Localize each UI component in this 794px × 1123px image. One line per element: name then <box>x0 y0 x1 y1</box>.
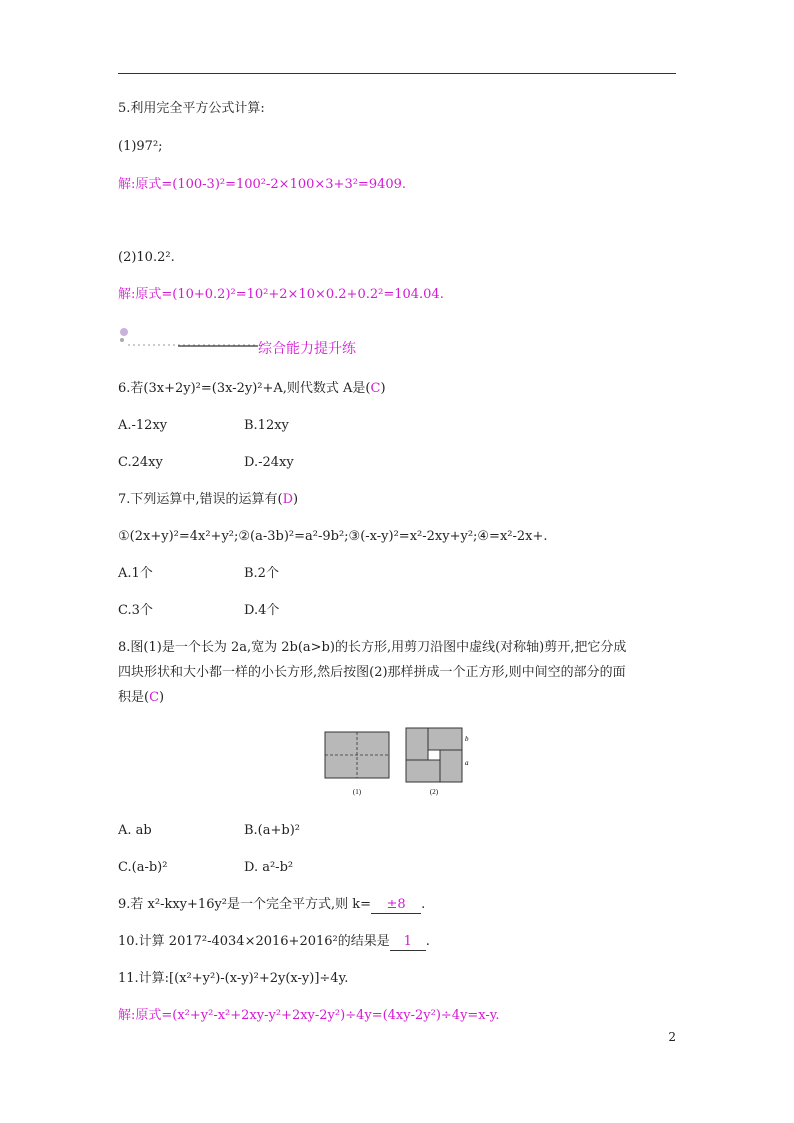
q7-stem <box>118 492 298 508</box>
section-title: 综合能力提升练 <box>258 341 356 357</box>
q10 <box>118 934 430 951</box>
figure2-label-b: b <box>465 735 469 743</box>
q7-items: ①(2x+y)²=4x²+y²;②(a-3b)²=a²-9b²;③(-x-y)²=x²-2xy+y²;④=x²-2x+. <box>118 529 548 544</box>
q9-post: . <box>421 897 426 912</box>
q9-pre: 9.若 x²-kxy+16y²是一个完全平方式,则 k= <box>118 897 372 912</box>
q11-stem: 11.计算:[(x²+y²)-(x-y)²+2y(x-y)]÷4y. <box>118 971 349 986</box>
page-number: 2 <box>668 1030 676 1044</box>
q6-stem-pre: 6.若(3x+2y)²=(3x-2y)²+A,则代数式 A是( <box>118 381 371 396</box>
q6-option-d: D.-24xy <box>244 455 294 470</box>
q8-option-b: B.(a+b)² <box>244 823 301 838</box>
figure2-caption: (2) <box>429 788 439 796</box>
q6-option-b: B.12xy <box>244 418 289 433</box>
q8-options-row1 <box>118 823 301 839</box>
q7-answer: D <box>282 492 294 507</box>
q9-blank: ±8 <box>371 897 421 914</box>
figure1-rectangle <box>325 732 389 778</box>
q8-line3-pre: 积是( <box>118 690 150 705</box>
q7-stem-pre: 7.下列运算中,错误的运算有( <box>118 492 283 507</box>
q6-stem <box>118 381 386 397</box>
q6-option-a: A.-12xy <box>118 418 168 433</box>
q6-answer: C <box>370 381 381 396</box>
q7-option-b: B.2个 <box>244 566 279 581</box>
q10-blank: 1 <box>390 934 426 951</box>
q8-line1: 8.图(1)是一个长为 2a,宽为 2b(a>b)的长方形,用剪刀沿图中虚线(对称轴)剪开,把它分成 <box>118 640 627 655</box>
q7-options-row2 <box>118 603 280 619</box>
q8-line3 <box>118 690 164 706</box>
q6-option-c: C.24xy <box>118 455 163 470</box>
q5-title: 5.利用完全平方公式计算: <box>118 101 265 116</box>
q10-post: . <box>425 934 430 949</box>
q5-part1: (1)97²; <box>118 139 163 154</box>
header-rule <box>118 73 676 74</box>
q5-answer2: 解:原式=(10+0.2)²=10²+2×10×0.2+0.2²=104.04. <box>118 287 444 302</box>
figure1-caption: (1) <box>352 788 362 796</box>
q6-stem-post: ) <box>380 381 386 396</box>
q8-line2: 四块形状和大小都一样的小长方形,然后按图(2)那样拼成一个正方形,则中间空的部分的面 <box>118 665 626 680</box>
q8-line3-post: ) <box>159 690 165 705</box>
q5-part2: (2)10.2². <box>118 250 175 265</box>
q8-answer: C <box>149 690 160 705</box>
q7-options-row1 <box>118 566 279 582</box>
figure2-label-a: a <box>465 759 469 767</box>
q10-pre: 10.计算 2017²-4034×2016+2016²的结果是 <box>118 934 390 949</box>
q5-answer1: 解:原式=(100-3)²=100²-2×100×3+3²=9409. <box>118 177 407 192</box>
q8-option-c: C.(a-b)² <box>118 860 168 875</box>
q9 <box>118 897 425 914</box>
q7-option-a: A.1个 <box>118 566 153 581</box>
q8-option-a: A. ab <box>118 823 152 838</box>
q7-option-c: C.3个 <box>118 603 153 618</box>
q6-options-row2 <box>118 455 294 471</box>
q8-options-row2 <box>118 860 294 876</box>
figure2-square <box>406 728 462 782</box>
q6-options-row1 <box>118 418 289 434</box>
q7-option-d: D.4个 <box>244 603 280 618</box>
q8-figure <box>320 724 480 804</box>
q7-stem-post: ) <box>293 492 299 507</box>
q8-option-d: D. a²-b² <box>244 860 294 875</box>
q11-answer: 解:原式=(x²+y²-x²+2xy-y²+2xy-2y²)÷4y=(4xy-2y²)÷4y=x-y. <box>118 1008 500 1023</box>
